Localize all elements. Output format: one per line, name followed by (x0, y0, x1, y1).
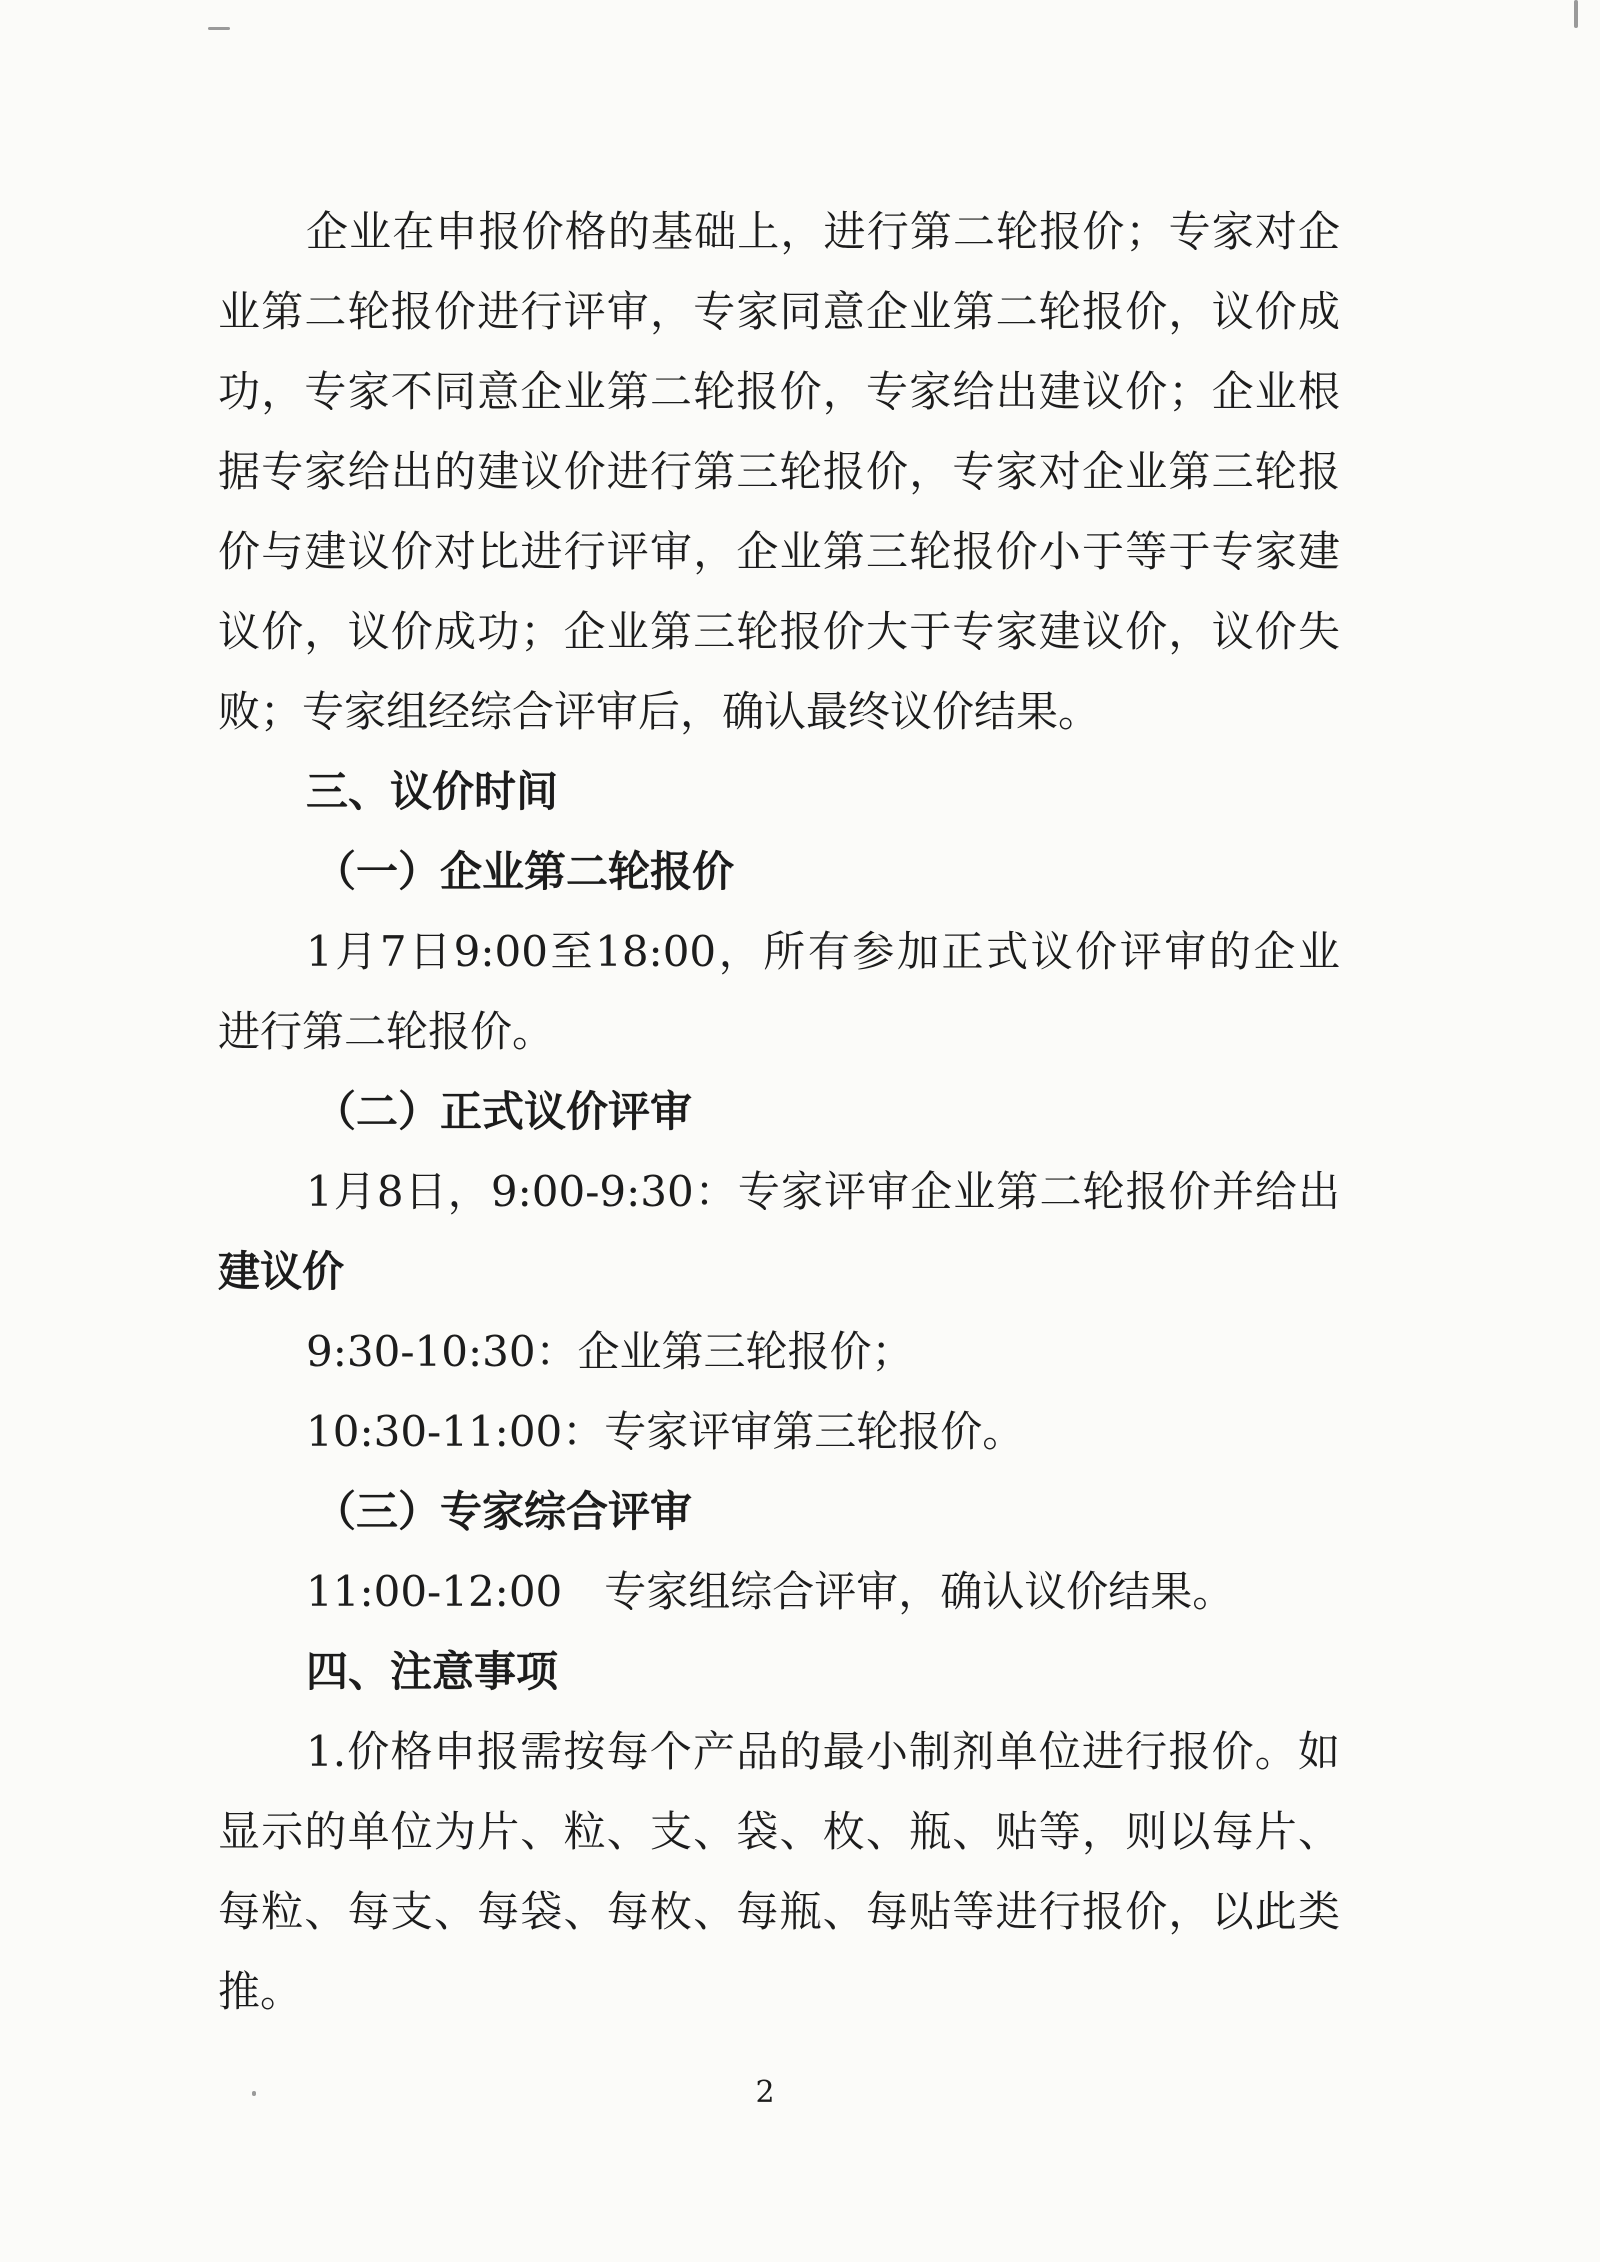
subheading-3-3: （三）专家综合评审 (314, 1487, 693, 1536)
paragraph-line-2: 业第二轮报价进行评审，专家同意企业第二轮报价，议价成 (218, 287, 1340, 336)
paragraph-line-23: 推。 (218, 1967, 303, 2016)
paragraph-line-15: 9:30-10:30：企业第三轮报价； (306, 1327, 914, 1376)
paragraph-line-16: 10:30-11:00：专家评审第三轮报价。 (306, 1407, 1025, 1456)
paragraph-line-20: 1.价格申报需按每个产品的最小制剂单位进行报价。如 (306, 1727, 1340, 1776)
subheading-3-2: （二）正式议价评审 (314, 1087, 693, 1136)
document-body (218, 192, 1340, 2032)
scan-speck (208, 27, 230, 30)
paragraph-line-4: 据专家给出的建议价进行第三轮报价，专家对企业第三轮报 (218, 447, 1340, 496)
scan-edge-mark (1574, 0, 1578, 28)
paragraph-line-14: 建议价 (218, 1247, 345, 1296)
scan-speck (252, 2091, 256, 2096)
subheading-3-1: （一）企业第二轮报价 (314, 847, 735, 896)
paragraph-line-22: 每粒、每支、每袋、每枚、每瓶、每贴等进行报价，以此类 (218, 1887, 1340, 1936)
section-heading-3: 三、议价时间 (306, 767, 559, 816)
paragraph-line-6: 议价，议价成功；企业第三轮报价大于专家建议价，议价失 (218, 607, 1340, 656)
paragraph-line-11: 进行第二轮报价。 (218, 1007, 555, 1056)
paragraph-line-18: 11:00-12:00 专家组综合评审，确认议价结果。 (306, 1567, 1235, 1616)
section-heading-4: 四、注意事项 (306, 1647, 559, 1696)
paragraph-line-10: 1月7日9:00至18:00，所有参加正式议价评审的企业 (306, 927, 1340, 976)
paragraph-line-1: 企业在申报价格的基础上，进行第二轮报价；专家对企 (306, 207, 1340, 256)
paragraph-line-21: 显示的单位为片、粒、支、袋、枚、瓶、贴等，则以每片、 (218, 1807, 1340, 1856)
paragraph-line-13: 1月8日，9:00-9:30：专家评审企业第二轮报价并给出 (306, 1167, 1340, 1216)
paragraph-line-5: 价与建议价对比进行评审，企业第三轮报价小于等于专家建 (218, 527, 1340, 576)
paragraph-line-3: 功，专家不同意企业第二轮报价，专家给出建议价；企业根 (218, 367, 1340, 416)
paragraph-line-7: 败；专家组经综合评审后，确认最终议价结果。 (218, 687, 1101, 736)
page-number: 2 (755, 2075, 775, 2110)
